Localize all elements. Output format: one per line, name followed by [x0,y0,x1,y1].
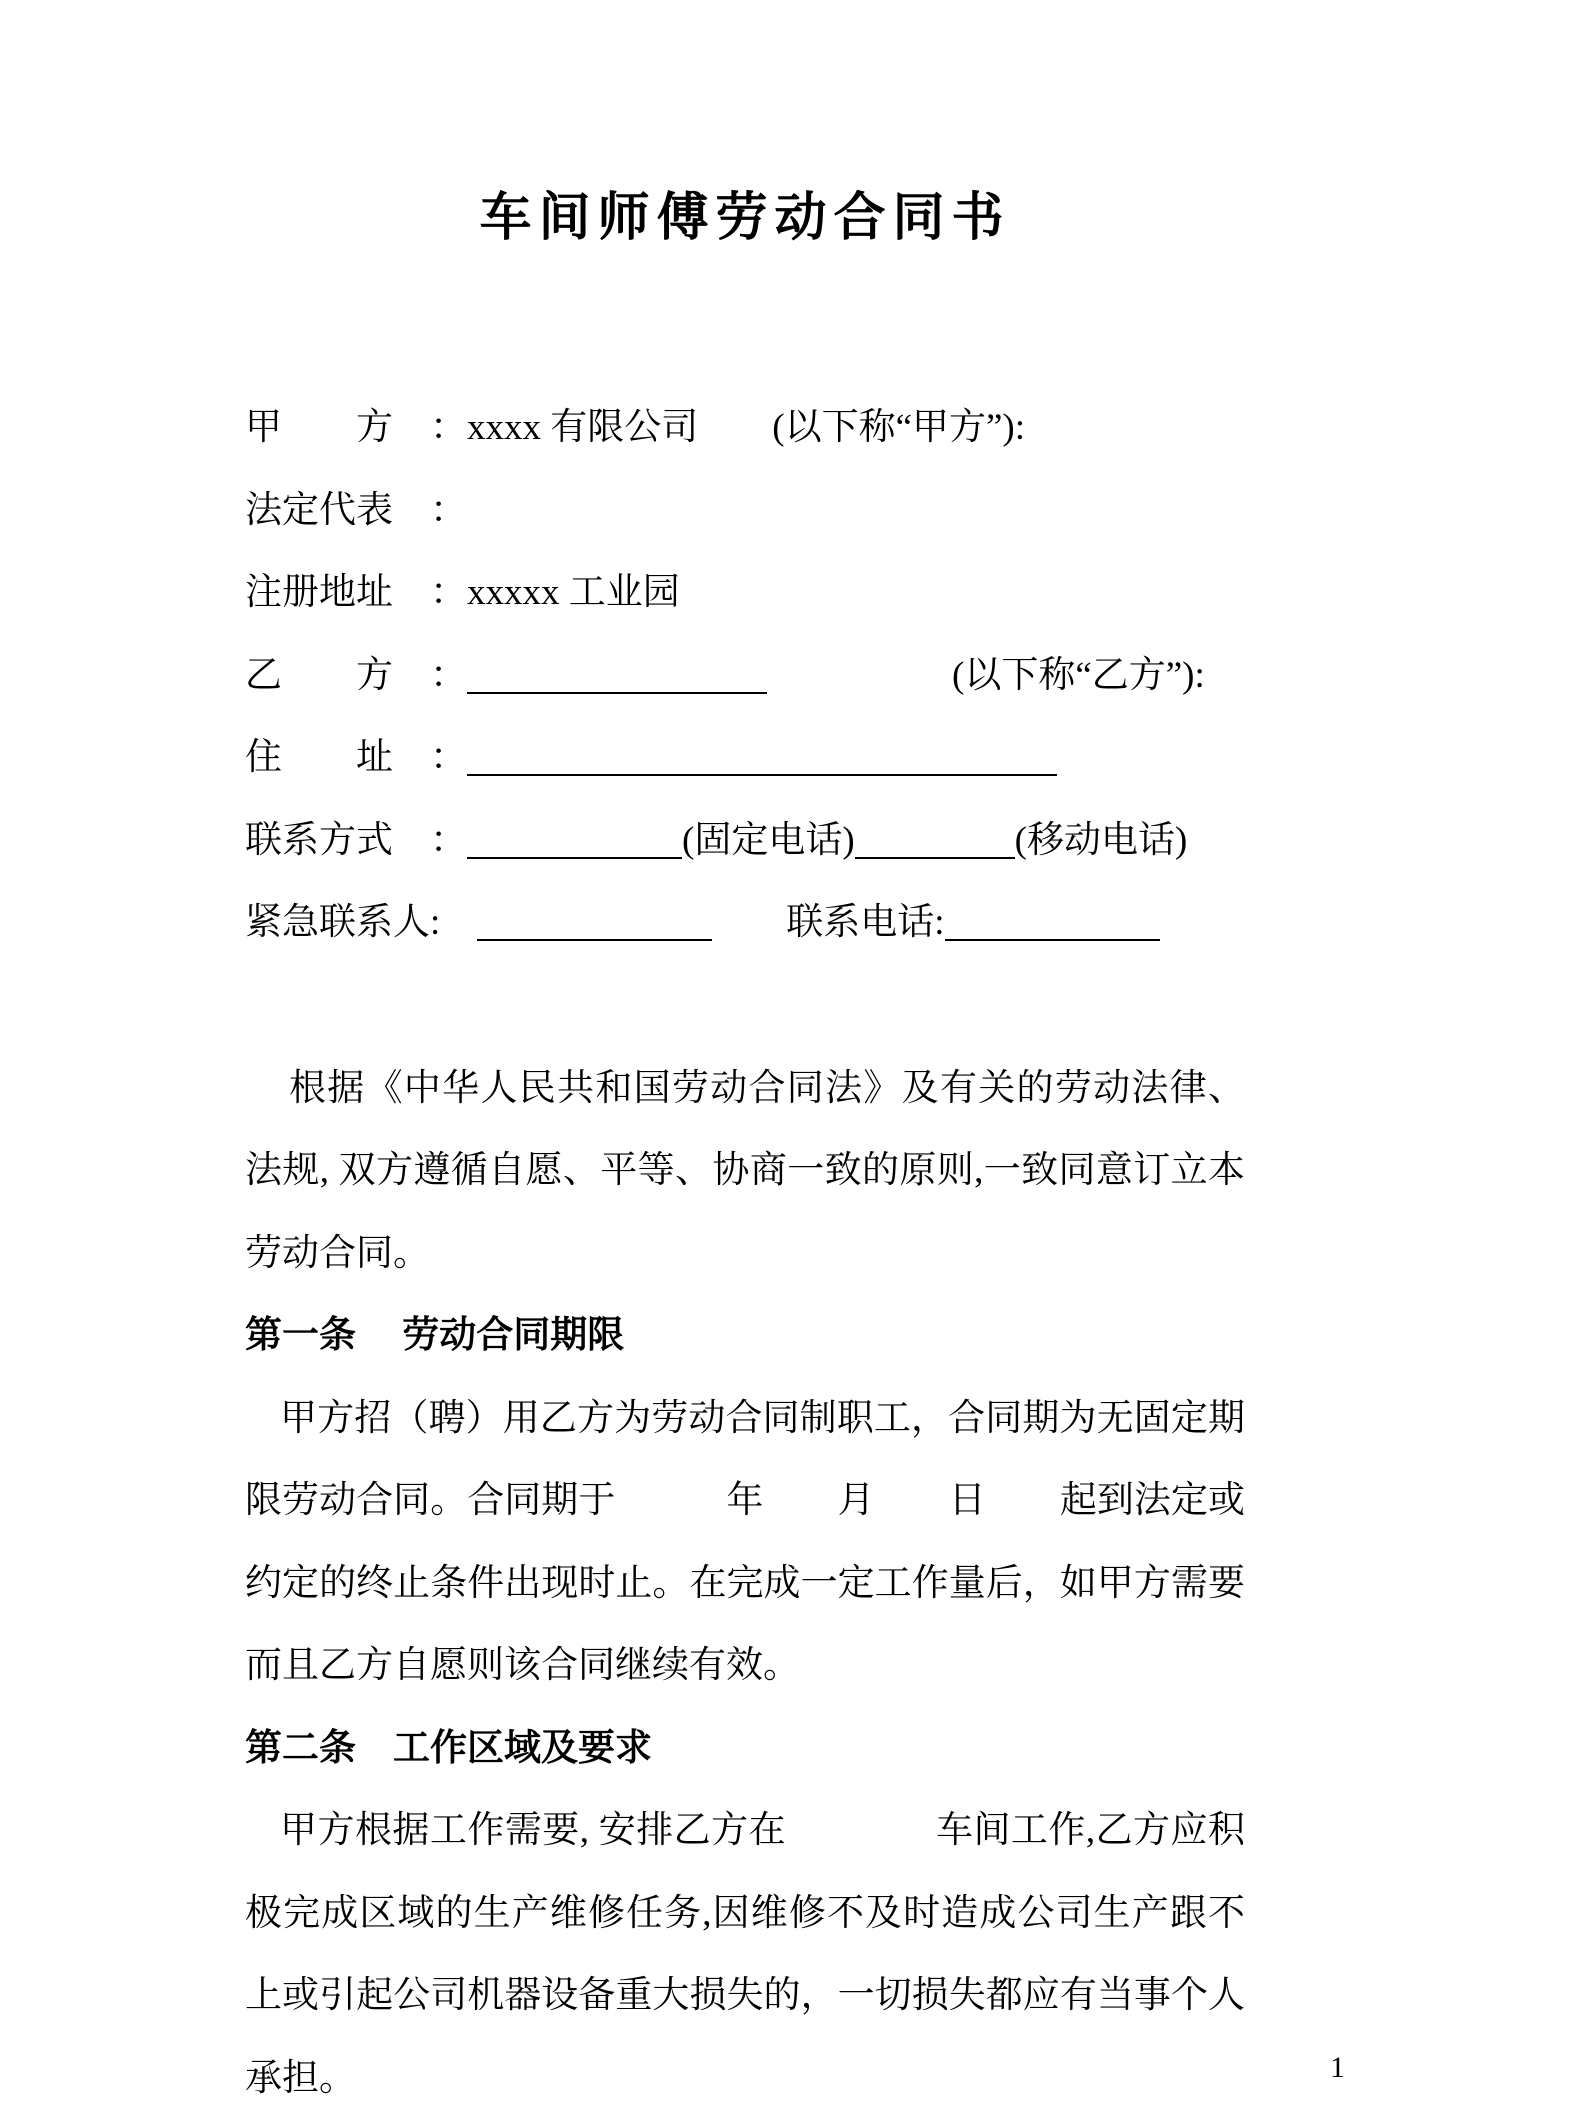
party-line-legal-representative [245,470,1245,553]
party-line-party-b [245,635,1245,718]
party-line-emergency-contact [245,882,1245,965]
contract-body [245,1048,1245,2109]
field-label: 紧急联系人: [245,902,478,943]
party-line-contact-method [245,800,1245,883]
field-label: 乙 方 ： [245,654,467,696]
page-content [245,0,1245,2109]
clause-1-text: 甲方招（聘）用乙方为劳动合同制职工，合同期为无固定期限劳动合同。合同期于 年 月 日 起到法定或约定的终止条件出现时止。在完成一定工作量后，如甲方需要而且乙方自愿则该合同继续有效。 [245,1397,1245,1686]
intro-paragraph: 根据《中华人民共和国劳动合同法》及有关的劳动法律、法规, 双方遵循自愿、平等、协商一致的原则,一致同意订立本劳动合同。 [245,1067,1245,1274]
blank-fill-line [477,939,712,941]
clause-2-text: 甲方根据工作需要, 安排乙方在 车间工作,乙方应积极完成区域的生产维修任务,因维修不及时造成公司生产跟不上或引起公司机器设备重大损失的，一切损失都应有当事个人承担。 [245,1810,1245,2099]
clause-2-heading: 第二条 工作区域及要求 [245,1727,652,1769]
blank-fill-line [467,857,682,859]
page-number: 1 [1330,2051,1345,2084]
field-label: (固定电话) [682,819,855,861]
field-label: (以下称“乙方”): [767,654,1205,696]
field-label: 注册地址 ：xxxxx 工业园 [245,572,680,613]
party-line-party-a [245,387,1245,470]
blank-fill-line [855,857,1015,859]
party-line-registered-address [245,552,1245,635]
field-label: 联系方式 ： [245,819,467,861]
field-label: 法定代表 ： [245,489,467,531]
clause-1-heading: 第一条 劳动合同期限 [245,1315,625,1356]
blank-fill-line [467,692,767,694]
field-label: (移动电话) [1014,819,1188,861]
blank-fill-line [945,939,1160,941]
field-label: 住 址 ： [245,737,467,778]
document-title: 车间师傅劳动合同书 [479,190,1011,247]
party-line-home-address [245,717,1245,800]
blank-fill-line [467,774,1057,776]
party-info [245,387,1245,965]
field-label: 联系电话: [712,902,945,943]
field-label: 甲 方 ：xxxx 有限公司 (以下称“甲方”): [245,407,1026,448]
